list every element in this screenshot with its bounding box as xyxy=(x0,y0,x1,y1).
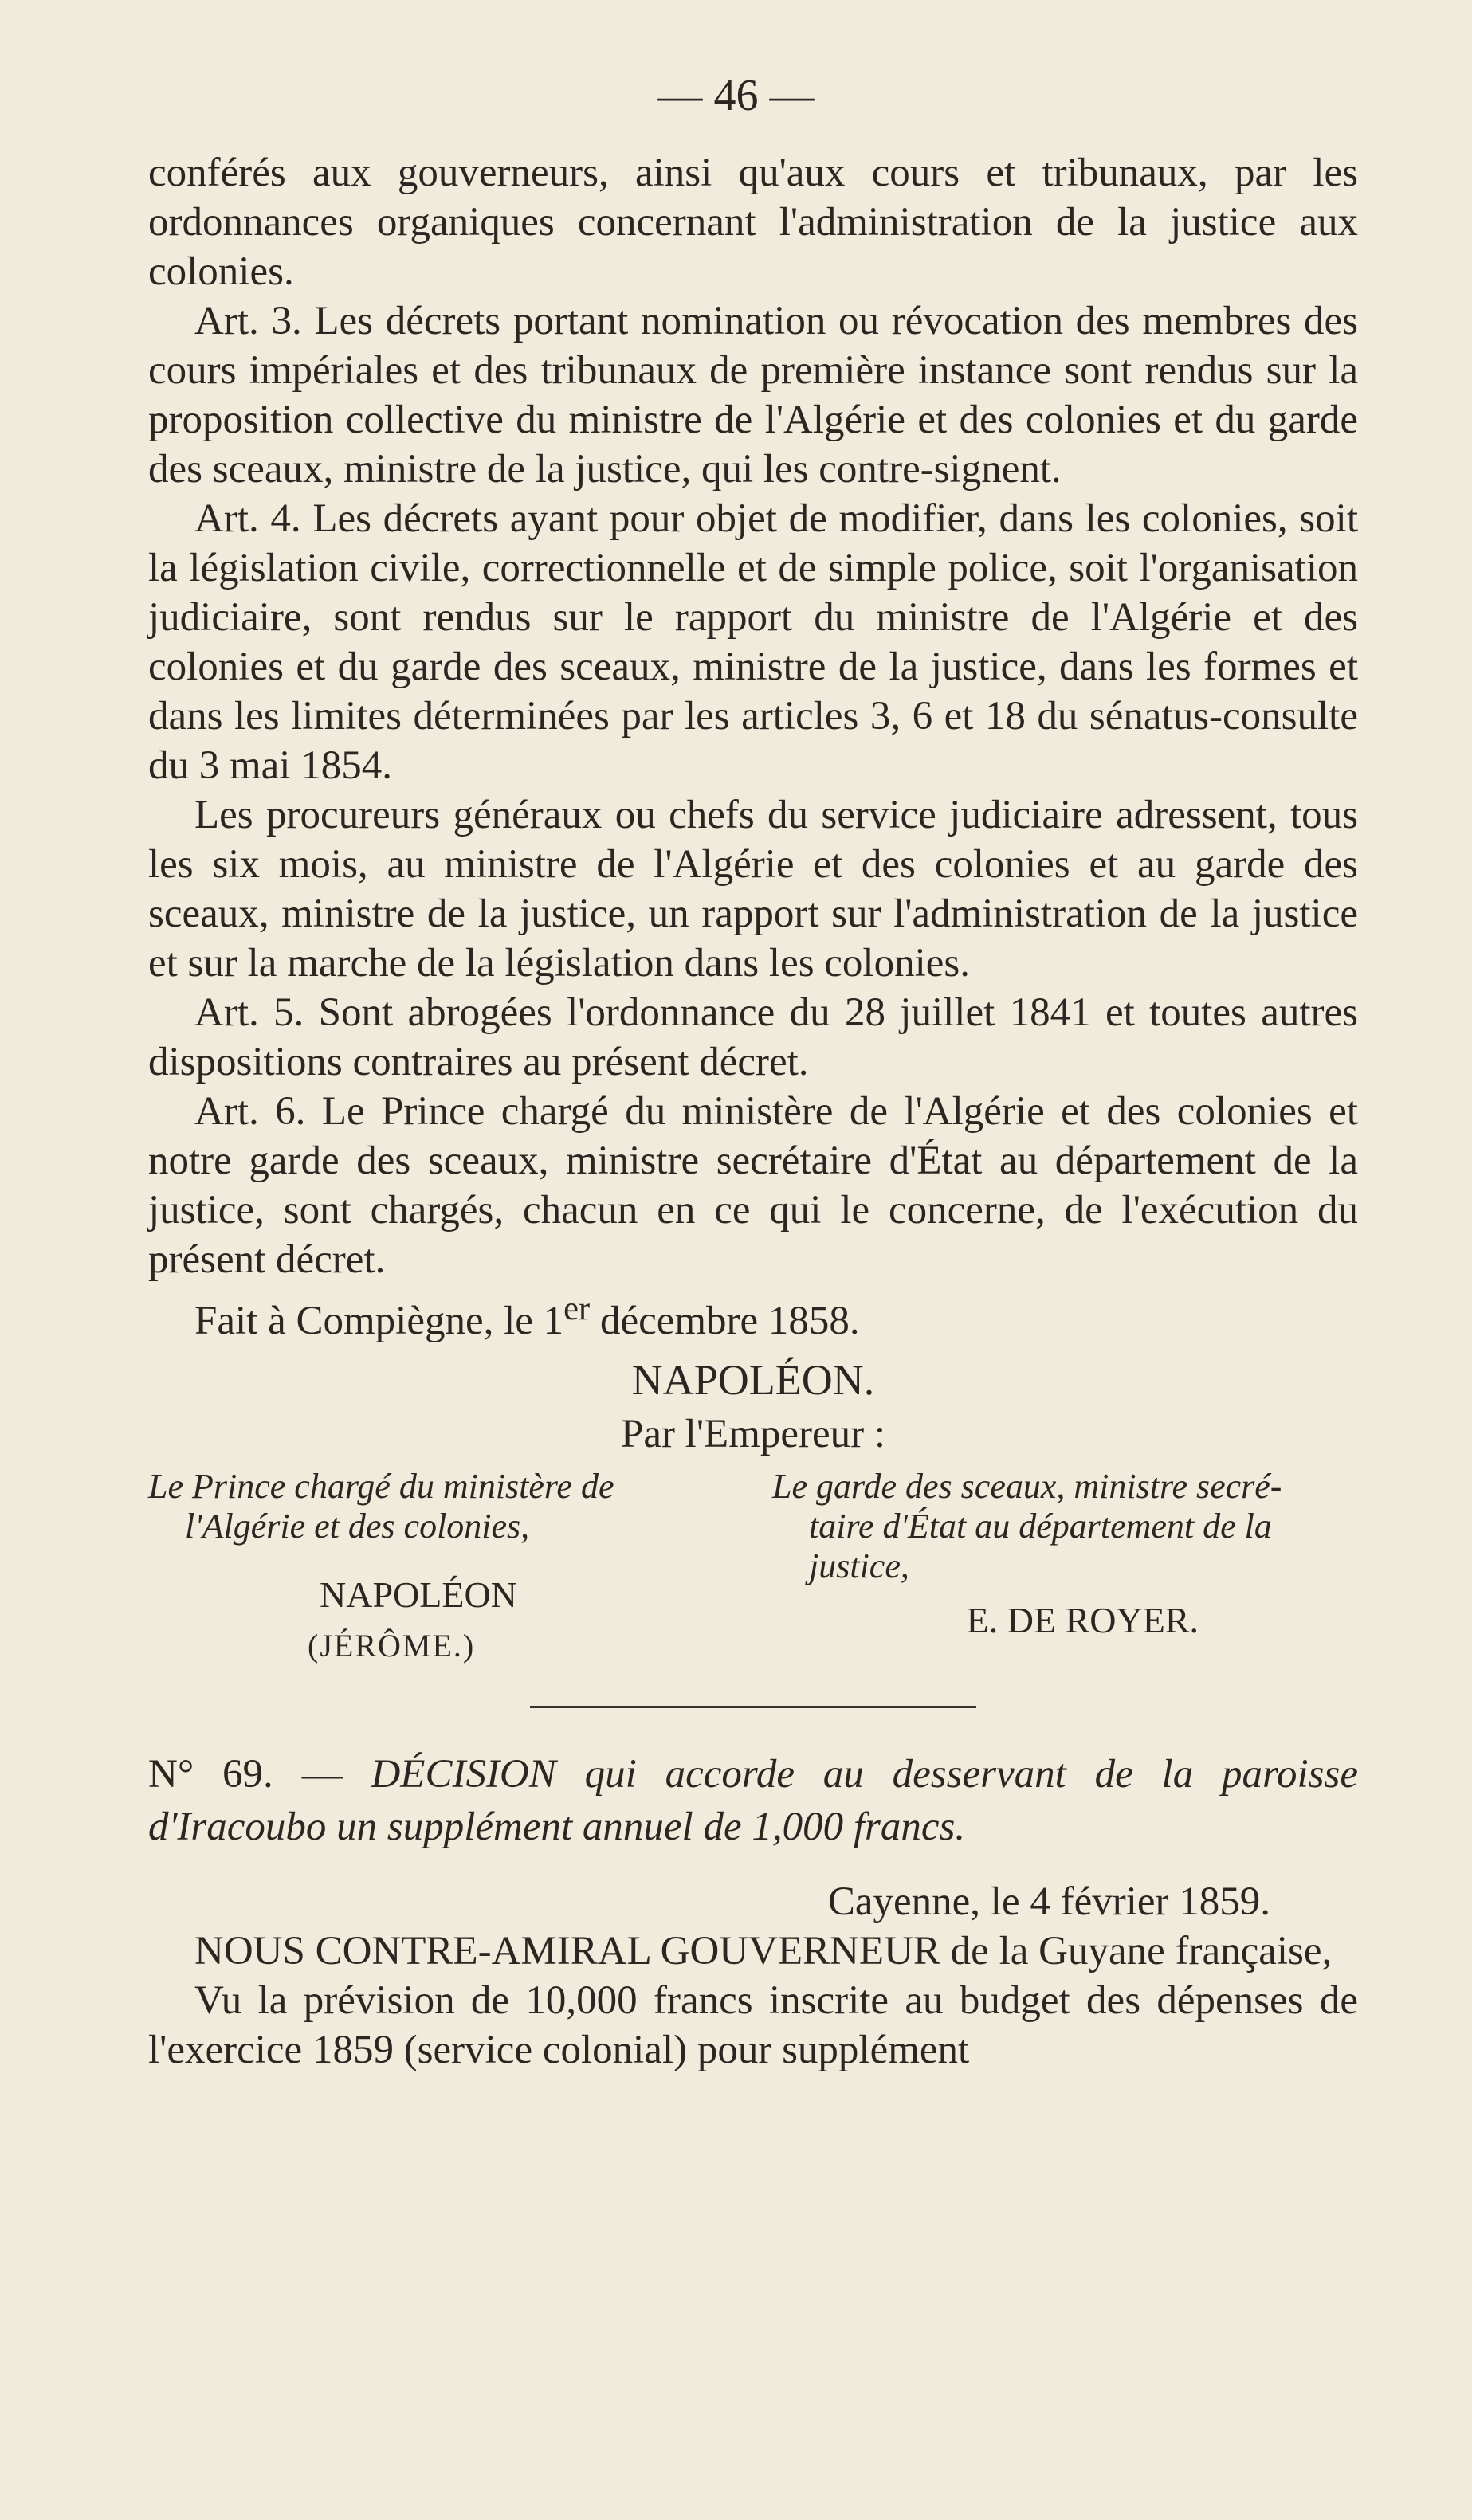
done-at-prefix: Fait à Compiègne, le 1 xyxy=(194,1299,564,1343)
article-4: Art. 4. Les décrets ayant pour objet de modifier, dans les colonies, soit la législation civile, correctionnelle et de simple police, soit l'organisation judiciaire, sont rendus sur le rapport du ministre de l'Algérie et des colonies et du garde des sceaux, ministre de la justice, dans les formes et dans les limites déterminées par les articles 3, 6 et 18 du sénatus-consulte du 3 mai 1854. xyxy=(148,496,1358,788)
countersignature-left xyxy=(148,1467,734,1666)
countersignature-right-line3: justice, xyxy=(809,1546,909,1585)
countersignature-left-sub: (JÉRÔME.) xyxy=(308,1628,476,1664)
article-5: Art. 5. Sont abrogées l'ordonnance du 28 juillet 1841 et toutes autres dispositions contraires au présent décret. xyxy=(148,990,1358,1084)
countersignature-right-line2: taire d'État au département de la xyxy=(809,1507,1272,1546)
countersignature-left-line2: l'Algérie et des colonies, xyxy=(185,1507,530,1546)
done-at-suffix: décembre 1858. xyxy=(590,1299,860,1343)
decision-dateline: Cayenne, le 4 février 1859. xyxy=(827,1879,1270,1924)
signature-napoleon: NAPOLÉON. xyxy=(631,1356,875,1404)
page-body xyxy=(148,148,1358,2075)
countersignature-left-line1: Le Prince chargé du ministère de xyxy=(148,1467,614,1506)
section-divider xyxy=(530,1706,976,1708)
article-6: Art. 6. Le Prince chargé du ministère de l'Algérie et des colonies et notre garde des sceaux, ministre secrétaire d'État au département de la justice, sont chargés, chacun en ce qui le concerne, de l'exécution du présent décret. xyxy=(148,1089,1358,1282)
decision-heading xyxy=(148,1748,1358,1853)
paragraph-procureurs: Les procureurs généraux ou chefs du service judiciaire adressent, tous les six mois, au ministre de l'Algérie et des colonies et au garde des sceaux, ministre de la justice, un rapport sur l'administration de la justice et sur la marche de la législation dans les colonies. xyxy=(148,793,1358,986)
countersignature-left-name: NAPOLÉON xyxy=(320,1574,517,1615)
countersignature-right-name: E. DE ROYER. xyxy=(966,1600,1199,1640)
par-l-empereur: Par l'Empereur : xyxy=(620,1412,886,1456)
paragraph-continuation: conférés aux gouverneurs, ainsi qu'aux cours et tribunaux, par les ordonnances organiques concernant l'administration de la justice aux colonies. xyxy=(148,151,1358,294)
page-number: — 46 — xyxy=(657,71,815,120)
article-3: Art. 3. Les décrets portant nomination ou révocation des membres des cours impériales et des tribunaux de première instance sont rendus sur la proposition collective du ministre de l'Algérie et des colonies et du garde des sceaux, ministre de la justice, qui les contre-signent. xyxy=(148,299,1358,492)
done-at-sup: er xyxy=(563,1290,591,1327)
countersignatures xyxy=(148,1467,1358,1666)
done-at-line xyxy=(148,1284,1358,1346)
closing-vu: Vu la prévision de 10,000 francs inscrite au budget des dépenses de l'exercice 1859 (service colonial) pour supplément xyxy=(148,1978,1358,2072)
countersignature-right xyxy=(772,1467,1358,1666)
countersignature-right-line1: Le garde des sceaux, ministre secré- xyxy=(772,1467,1282,1506)
decision-title: DÉCISION qui accorde au desservant de la paroisse d'Iracoubo un supplément annuel de 1,000 francs. xyxy=(148,1752,1358,1849)
closing-preamble: NOUS CONTRE-AMIRAL GOUVERNEUR de la Guyane française, xyxy=(194,1929,1333,1973)
decision-number: N° 69. — xyxy=(148,1752,343,1797)
